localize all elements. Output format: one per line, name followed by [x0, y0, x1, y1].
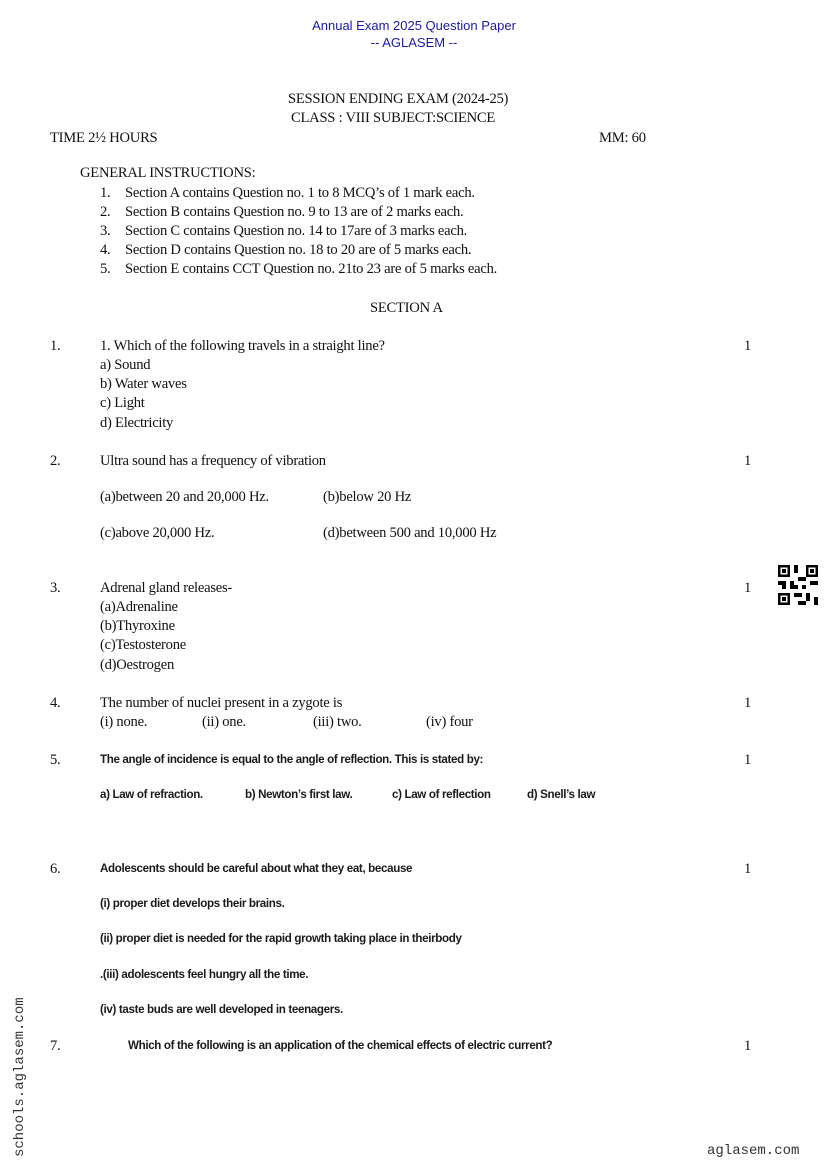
instruction-number: 4.: [100, 242, 111, 258]
section-heading: SECTION A: [370, 300, 443, 316]
option: (i) proper diet develops their brains.: [100, 897, 285, 910]
instruction-item: Section D contains Question no. 18 to 20 are of 5 marks each.: [125, 242, 472, 258]
option: (ii) proper diet is needed for the rapid growth taking place in theirbody: [100, 932, 462, 945]
option: (b)Thyroxine: [100, 618, 175, 634]
option: (c)Testosterone: [100, 637, 186, 653]
option: (b)below 20 Hz: [323, 489, 412, 505]
question-marks: 1: [744, 338, 752, 354]
option: c) Law of reflection: [392, 788, 491, 801]
option: b) Water waves: [100, 376, 187, 392]
qr-code-icon[interactable]: [778, 565, 818, 605]
question-text: The number of nuclei present in a zygote is: [100, 695, 343, 711]
question-marks: 1: [744, 1038, 752, 1054]
instruction-item: Section E contains CCT Question no. 21to 23 are of 5 marks each.: [125, 261, 498, 277]
question-text: The angle of incidence is equal to the angle of reflection. This is stated by:: [100, 753, 484, 766]
instruction-item: Section C contains Question no. 14 to 17are of 3 marks each.: [125, 223, 468, 239]
question-number: 4.: [50, 695, 61, 711]
option: d) Snell’s law: [527, 788, 596, 801]
question-text: Adrenal gland releases-: [100, 580, 233, 596]
option: (iv) taste buds are well developed in teenagers.: [100, 1003, 343, 1016]
question-number: 6.: [50, 861, 61, 877]
option: d) Electricity: [100, 415, 174, 431]
option: (c)above 20,000 Hz.: [100, 525, 215, 541]
max-marks: MM: 60: [599, 130, 646, 146]
question-number: 7.: [50, 1038, 61, 1054]
option: c) Light: [100, 395, 145, 411]
question-marks: 1: [744, 861, 752, 877]
instructions-heading: GENERAL INSTRUCTIONS:: [80, 165, 256, 181]
instruction-number: 5.: [100, 261, 111, 277]
question-marks: 1: [744, 453, 752, 469]
option: (a)between 20 and 20,000 Hz.: [100, 489, 269, 505]
option: (d)Oestrogen: [100, 657, 174, 673]
question-marks: 1: [744, 752, 752, 768]
question-text: Which of the following is an application of the chemical effects of electric current?: [128, 1039, 553, 1052]
option: (iv) four: [426, 714, 473, 730]
header-brand: -- AGLASEM --: [370, 35, 458, 50]
option: .(iii) adolescents feel hungry all the time.: [100, 968, 309, 981]
instruction-item: Section A contains Question no. 1 to 8 MCQ’s of 1 mark each.: [125, 185, 475, 201]
footer-watermark: aglasem.com: [707, 1143, 800, 1159]
question-number: 1.: [50, 338, 61, 354]
class-subject: CLASS : VIII SUBJECT:SCIENCE: [291, 110, 496, 126]
instruction-number: 2.: [100, 204, 111, 220]
option: a) Law of refraction.: [100, 788, 203, 801]
side-watermark: schools.aglasem.com: [12, 997, 28, 1157]
question-number: 2.: [50, 453, 61, 469]
question-marks: 1: [744, 580, 752, 596]
option: (i) none.: [100, 714, 148, 730]
header-title: Annual Exam 2025 Question Paper: [312, 18, 516, 33]
option: b) Newton’s first law.: [245, 788, 353, 801]
instruction-item: Section B contains Question no. 9 to 13 are of 2 marks each.: [125, 204, 464, 220]
instruction-number: 1.: [100, 185, 111, 201]
time-allowed: TIME 2½ HOURS: [50, 130, 158, 146]
option: a) Sound: [100, 357, 151, 373]
exam-title: SESSION ENDING EXAM (2024-25): [288, 91, 509, 107]
option: (a)Adrenaline: [100, 599, 178, 615]
question-text: 1. Which of the following travels in a straight line?: [100, 338, 385, 354]
option: (ii) one.: [202, 714, 246, 730]
option: (d)between 500 and 10,000 Hz: [323, 525, 497, 541]
question-text: Adolescents should be careful about what they eat, because: [100, 862, 413, 875]
question-text: Ultra sound has a frequency of vibration: [100, 453, 326, 469]
instruction-number: 3.: [100, 223, 111, 239]
question-number: 5.: [50, 752, 61, 768]
question-number: 3.: [50, 580, 61, 596]
option: (iii) two.: [313, 714, 362, 730]
question-marks: 1: [744, 695, 752, 711]
